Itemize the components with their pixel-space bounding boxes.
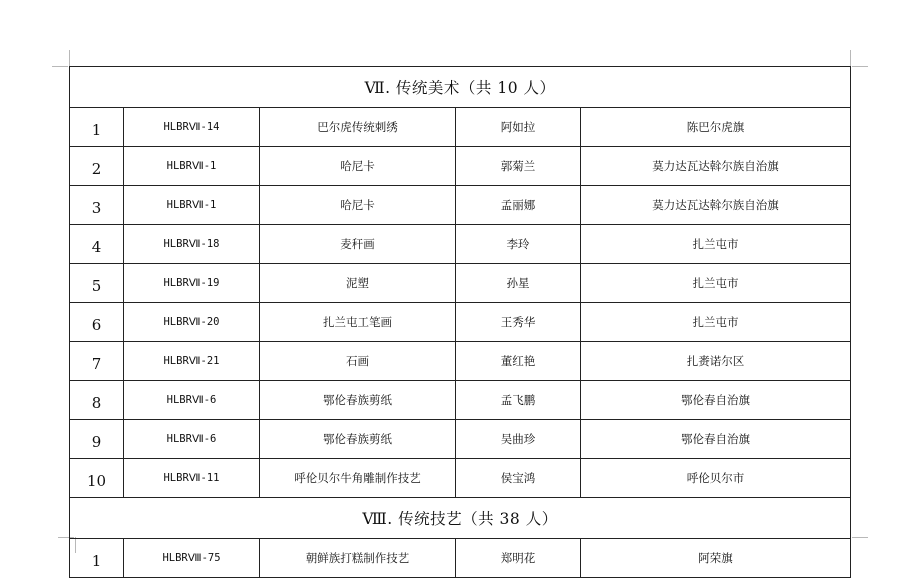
inheritor-name: 李玲 [456, 225, 581, 264]
inheritor-name: 侯宝鸿 [456, 459, 581, 498]
project-name: 石画 [260, 342, 456, 381]
crop-mark-top-right [850, 50, 851, 66]
table-row [70, 186, 851, 225]
row-number: 10 [70, 459, 124, 498]
section-header-row [70, 67, 851, 108]
project-name: 哈尼卡 [260, 186, 456, 225]
inheritor-name: 孟丽娜 [456, 186, 581, 225]
project-code: HLBRⅦ-18 [124, 225, 260, 264]
project-name: 扎兰屯工笔画 [260, 303, 456, 342]
row-number: 6 [70, 303, 124, 342]
project-code: HLBRⅦ-1 [124, 147, 260, 186]
project-code: HLBRⅦ-11 [124, 459, 260, 498]
region: 呼伦贝尔市 [581, 459, 851, 498]
section-title: Ⅶ. 传统美术（共 10 人） [70, 67, 851, 108]
region: 陈巴尔虎旗 [581, 108, 851, 147]
project-code: HLBRⅦ-1 [124, 186, 260, 225]
row-number: 2 [70, 147, 124, 186]
table-row [70, 381, 851, 420]
table-row [70, 264, 851, 303]
project-code: HLBRⅧ-75 [124, 539, 260, 578]
region: 扎兰屯市 [581, 225, 851, 264]
inheritor-name: 郭菊兰 [456, 147, 581, 186]
region: 扎兰屯市 [581, 264, 851, 303]
project-name: 朝鲜族打糕制作技艺 [260, 539, 456, 578]
crop-mark-top-left [69, 50, 70, 66]
table-row [70, 225, 851, 264]
inheritor-name: 阿如拉 [456, 108, 581, 147]
region: 阿荣旗 [581, 539, 851, 578]
project-code: HLBRⅦ-6 [124, 420, 260, 459]
project-name: 哈尼卡 [260, 147, 456, 186]
project-code: HLBRⅦ-20 [124, 303, 260, 342]
project-name: 麦秆画 [260, 225, 456, 264]
inheritor-name: 郑明花 [456, 539, 581, 578]
row-number: 3 [70, 186, 124, 225]
table-row [70, 342, 851, 381]
table-row [70, 303, 851, 342]
table-row [70, 420, 851, 459]
project-code: HLBRⅦ-6 [124, 381, 260, 420]
table-row [70, 108, 851, 147]
row-number: 4 [70, 225, 124, 264]
region: 莫力达瓦达斡尔族自治旗 [581, 147, 851, 186]
project-code: HLBRⅦ-21 [124, 342, 260, 381]
row-number: 1 [70, 108, 124, 147]
inheritor-name: 董红艳 [456, 342, 581, 381]
region: 莫力达瓦达斡尔族自治旗 [581, 186, 851, 225]
row-number: 8 [70, 381, 124, 420]
region: 扎赉诺尔区 [581, 342, 851, 381]
inheritor-name: 吴曲珍 [456, 420, 581, 459]
section-header-row [70, 498, 851, 539]
crop-mark-bottom-right [852, 537, 868, 538]
project-name: 鄂伦春族剪纸 [260, 420, 456, 459]
project-name: 呼伦贝尔牛角雕制作技艺 [260, 459, 456, 498]
row-number: 7 [70, 342, 124, 381]
project-code: HLBRⅦ-19 [124, 264, 260, 303]
region: 鄂伦春自治旗 [581, 420, 851, 459]
table-row [70, 147, 851, 186]
project-name: 巴尔虎传统刺绣 [260, 108, 456, 147]
heritage-inheritors-table [69, 66, 851, 578]
table-row [70, 539, 851, 578]
row-number: 5 [70, 264, 124, 303]
project-name: 泥塑 [260, 264, 456, 303]
project-code: HLBRⅦ-14 [124, 108, 260, 147]
table-row [70, 459, 851, 498]
row-number: 1 [70, 539, 124, 578]
section-title: Ⅷ. 传统技艺（共 38 人） [70, 498, 851, 539]
region: 鄂伦春自治旗 [581, 381, 851, 420]
crop-mark-top-left [52, 66, 68, 67]
region: 扎兰屯市 [581, 303, 851, 342]
row-number: 9 [70, 420, 124, 459]
crop-mark-top-right [852, 66, 868, 67]
inheritor-name: 孟飞鹏 [456, 381, 581, 420]
inheritor-name: 孙星 [456, 264, 581, 303]
inheritor-name: 王秀华 [456, 303, 581, 342]
project-name: 鄂伦春族剪纸 [260, 381, 456, 420]
